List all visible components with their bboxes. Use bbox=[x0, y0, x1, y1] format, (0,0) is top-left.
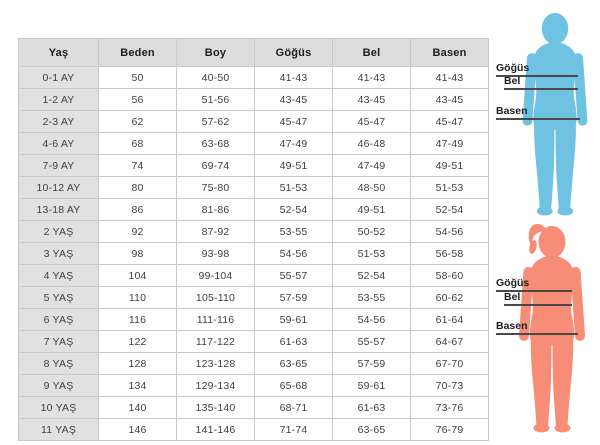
boy-waist-label-text: Bel bbox=[504, 75, 521, 87]
value-cell: 146 bbox=[99, 419, 177, 441]
age-cell: 2-3 AY bbox=[19, 111, 99, 133]
value-cell: 45-47 bbox=[411, 111, 489, 133]
age-cell: 6 YAŞ bbox=[19, 309, 99, 331]
age-cell: 4 YAŞ bbox=[19, 265, 99, 287]
value-cell: 61-64 bbox=[411, 309, 489, 331]
age-cell: 10-12 AY bbox=[19, 177, 99, 199]
value-cell: 55-57 bbox=[255, 265, 333, 287]
value-cell: 116 bbox=[99, 309, 177, 331]
age-cell: 9 YAŞ bbox=[19, 375, 99, 397]
value-cell: 59-61 bbox=[333, 375, 411, 397]
value-cell: 57-59 bbox=[255, 287, 333, 309]
value-cell: 68 bbox=[99, 133, 177, 155]
age-cell: 13-18 AY bbox=[19, 199, 99, 221]
value-cell: 70-73 bbox=[411, 375, 489, 397]
value-cell: 73-76 bbox=[411, 397, 489, 419]
value-cell: 61-63 bbox=[333, 397, 411, 419]
value-cell: 43-45 bbox=[411, 89, 489, 111]
value-cell: 92 bbox=[99, 221, 177, 243]
table-row bbox=[19, 67, 489, 89]
table-row bbox=[19, 419, 489, 441]
value-cell: 47-49 bbox=[411, 133, 489, 155]
value-cell: 129-134 bbox=[177, 375, 255, 397]
value-cell: 71-74 bbox=[255, 419, 333, 441]
girl-chest-label-text: Göğüs bbox=[496, 277, 530, 289]
value-cell: 63-65 bbox=[255, 353, 333, 375]
value-cell: 63-68 bbox=[177, 133, 255, 155]
value-cell: 57-59 bbox=[333, 353, 411, 375]
girl-hip-label-text: Basen bbox=[496, 320, 528, 332]
value-cell: 105-110 bbox=[177, 287, 255, 309]
value-cell: 65-68 bbox=[255, 375, 333, 397]
value-cell: 50-52 bbox=[333, 221, 411, 243]
value-cell: 58-60 bbox=[411, 265, 489, 287]
size-table bbox=[18, 38, 489, 441]
value-cell: 47-49 bbox=[255, 133, 333, 155]
value-cell: 54-56 bbox=[333, 309, 411, 331]
column-header: Boy bbox=[177, 39, 255, 67]
value-cell: 141-146 bbox=[177, 419, 255, 441]
age-cell: 11 YAŞ bbox=[19, 419, 99, 441]
value-cell: 62 bbox=[99, 111, 177, 133]
value-cell: 47-49 bbox=[333, 155, 411, 177]
value-cell: 43-45 bbox=[333, 89, 411, 111]
girl-waist-label-text: Bel bbox=[504, 291, 521, 303]
age-cell: 0-1 AY bbox=[19, 67, 99, 89]
value-cell: 67-70 bbox=[411, 353, 489, 375]
value-cell: 53-55 bbox=[255, 221, 333, 243]
value-cell: 57-62 bbox=[177, 111, 255, 133]
table-row bbox=[19, 111, 489, 133]
age-cell: 10 YAŞ bbox=[19, 397, 99, 419]
value-cell: 81-86 bbox=[177, 199, 255, 221]
age-cell: 7-9 AY bbox=[19, 155, 99, 177]
value-cell: 49-51 bbox=[411, 155, 489, 177]
value-cell: 45-47 bbox=[333, 111, 411, 133]
value-cell: 46-48 bbox=[333, 133, 411, 155]
value-cell: 50 bbox=[99, 67, 177, 89]
value-cell: 74 bbox=[99, 155, 177, 177]
table-row bbox=[19, 331, 489, 353]
header-row bbox=[19, 39, 489, 67]
value-cell: 52-54 bbox=[255, 199, 333, 221]
value-cell: 59-61 bbox=[255, 309, 333, 331]
age-cell: 7 YAŞ bbox=[19, 331, 99, 353]
value-cell: 51-56 bbox=[177, 89, 255, 111]
value-cell: 75-80 bbox=[177, 177, 255, 199]
value-cell: 64-67 bbox=[411, 331, 489, 353]
value-cell: 86 bbox=[99, 199, 177, 221]
value-cell: 134 bbox=[99, 375, 177, 397]
girl-hip-measure-label bbox=[496, 320, 578, 335]
value-cell: 52-54 bbox=[333, 265, 411, 287]
value-cell: 104 bbox=[99, 265, 177, 287]
table-row bbox=[19, 199, 489, 221]
value-cell: 56-58 bbox=[411, 243, 489, 265]
boy-chest-label-text: Göğüs bbox=[496, 62, 530, 74]
age-cell: 8 YAŞ bbox=[19, 353, 99, 375]
value-cell: 69-74 bbox=[177, 155, 255, 177]
value-cell: 48-50 bbox=[333, 177, 411, 199]
value-cell: 110 bbox=[99, 287, 177, 309]
column-header: Basen bbox=[411, 39, 489, 67]
value-cell: 76-79 bbox=[411, 419, 489, 441]
value-cell: 49-51 bbox=[333, 199, 411, 221]
table-row bbox=[19, 309, 489, 331]
value-cell: 140 bbox=[99, 397, 177, 419]
table-row bbox=[19, 243, 489, 265]
table-row bbox=[19, 287, 489, 309]
value-cell: 45-47 bbox=[255, 111, 333, 133]
value-cell: 49-51 bbox=[255, 155, 333, 177]
value-cell: 128 bbox=[99, 353, 177, 375]
value-cell: 54-56 bbox=[255, 243, 333, 265]
table-row bbox=[19, 397, 489, 419]
column-header: Beden bbox=[99, 39, 177, 67]
age-cell: 3 YAŞ bbox=[19, 243, 99, 265]
value-cell: 63-65 bbox=[333, 419, 411, 441]
boy-waist-measure-label bbox=[504, 75, 578, 90]
table-row bbox=[19, 353, 489, 375]
value-cell: 61-63 bbox=[255, 331, 333, 353]
age-cell: 5 YAŞ bbox=[19, 287, 99, 309]
value-cell: 117-122 bbox=[177, 331, 255, 353]
value-cell: 135-140 bbox=[177, 397, 255, 419]
value-cell: 123-128 bbox=[177, 353, 255, 375]
value-cell: 98 bbox=[99, 243, 177, 265]
table-row bbox=[19, 155, 489, 177]
value-cell: 52-54 bbox=[411, 199, 489, 221]
value-cell: 60-62 bbox=[411, 287, 489, 309]
value-cell: 111-116 bbox=[177, 309, 255, 331]
value-cell: 87-92 bbox=[177, 221, 255, 243]
value-cell: 41-43 bbox=[255, 67, 333, 89]
value-cell: 68-71 bbox=[255, 397, 333, 419]
age-cell: 1-2 AY bbox=[19, 89, 99, 111]
column-header: Yaş bbox=[19, 39, 99, 67]
size-table-body bbox=[19, 67, 489, 441]
column-header: Göğüs bbox=[255, 39, 333, 67]
value-cell: 40-50 bbox=[177, 67, 255, 89]
girl-chest-measure-label bbox=[496, 277, 572, 292]
value-cell: 43-45 bbox=[255, 89, 333, 111]
boy-hip-label-text: Basen bbox=[496, 105, 528, 117]
value-cell: 122 bbox=[99, 331, 177, 353]
table-row bbox=[19, 221, 489, 243]
value-cell: 51-53 bbox=[333, 243, 411, 265]
boy-hip-measure-label bbox=[496, 105, 580, 120]
value-cell: 41-43 bbox=[411, 67, 489, 89]
table-row bbox=[19, 375, 489, 397]
value-cell: 41-43 bbox=[333, 67, 411, 89]
value-cell: 53-55 bbox=[333, 287, 411, 309]
value-cell: 55-57 bbox=[333, 331, 411, 353]
girl-waist-measure-label bbox=[504, 291, 572, 306]
table-row bbox=[19, 177, 489, 199]
table-row bbox=[19, 133, 489, 155]
table-row bbox=[19, 265, 489, 287]
column-header: Bel bbox=[333, 39, 411, 67]
value-cell: 54-56 bbox=[411, 221, 489, 243]
value-cell: 80 bbox=[99, 177, 177, 199]
age-cell: 2 YAŞ bbox=[19, 221, 99, 243]
value-cell: 51-53 bbox=[411, 177, 489, 199]
value-cell: 93-98 bbox=[177, 243, 255, 265]
age-cell: 4-6 AY bbox=[19, 133, 99, 155]
value-cell: 51-53 bbox=[255, 177, 333, 199]
table-row bbox=[19, 89, 489, 111]
value-cell: 99-104 bbox=[177, 265, 255, 287]
value-cell: 56 bbox=[99, 89, 177, 111]
